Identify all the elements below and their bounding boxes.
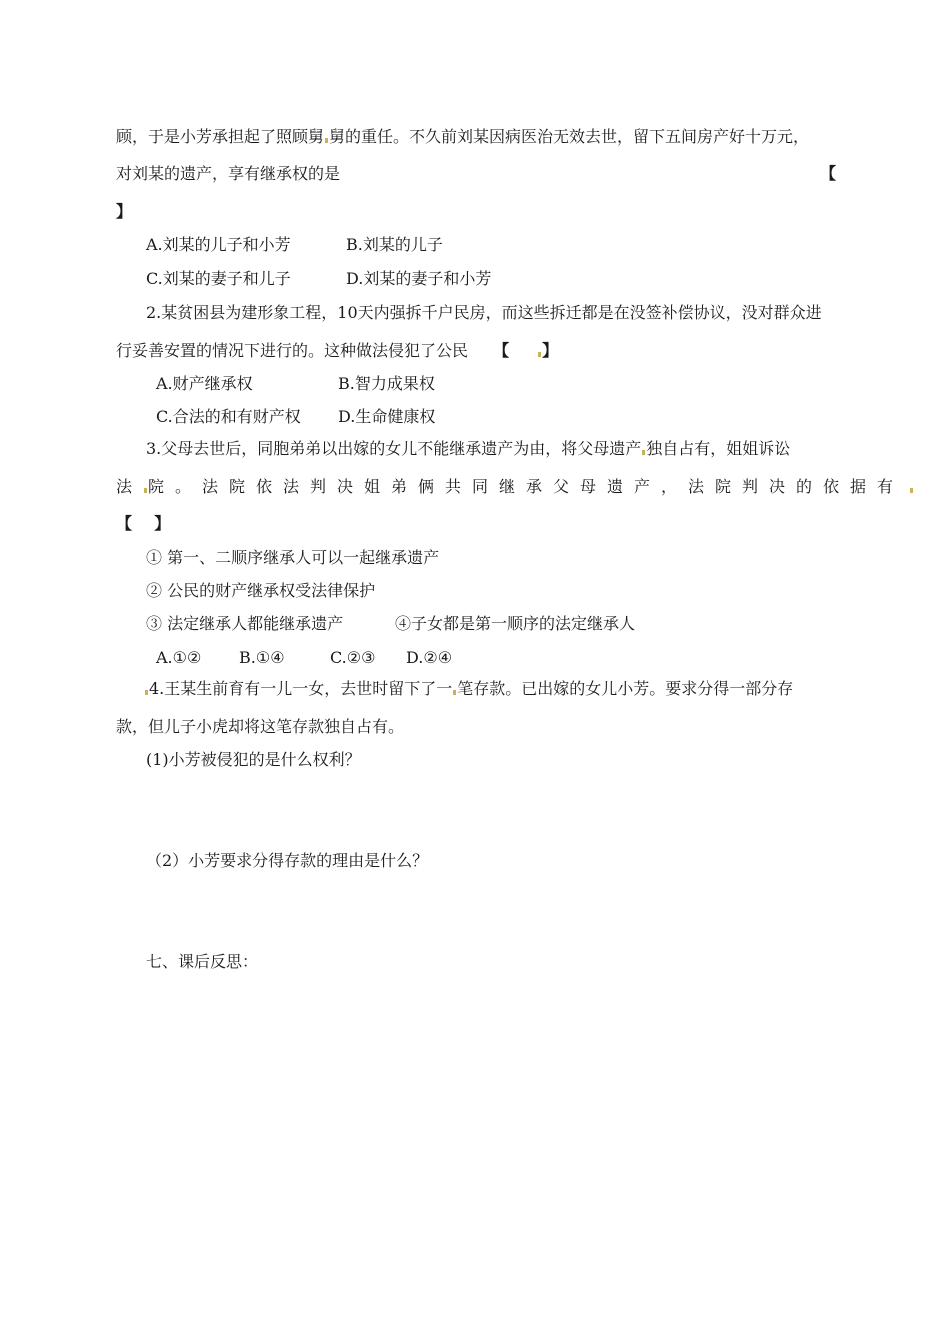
section-heading-reflection: 七、课后反思： (146, 952, 259, 971)
q1-line-1 (116, 126, 836, 148)
q4-line-1b: 笔存款。已出嫁的女儿小芳。要求分得一部分存 (457, 679, 794, 698)
q3-line-2a: 法 (116, 477, 144, 496)
q3-option-b: B.①④ (239, 648, 285, 667)
q1-option-d: D.刘某的妻子和小芳 (346, 269, 492, 288)
q1-option-a: A.刘某的儿子和小芳 (146, 235, 291, 254)
q2-option-a: A.财产继承权 (156, 374, 253, 393)
q3-line-2 (116, 476, 914, 498)
q2-stem: 行妥善安置的情况下进行的。这种做法侵犯了公民 (116, 341, 469, 360)
q4-line-1a: 4.王某生前育有一儿一女，去世时留下了一 (149, 679, 453, 698)
q1-option-c: C.刘某的妻子和儿子 (146, 269, 291, 288)
q1-line-1a: 顾，于是小芳承担起了照顾舅 (116, 127, 325, 146)
highlight-mark (453, 690, 456, 695)
highlight-mark (144, 488, 147, 493)
answer-bracket-close: 】 (116, 202, 133, 221)
q3-line-1a: 3.父母去世后，同胞弟弟以出嫁的女儿不能继承遗产为由，将父母遗产 (146, 439, 642, 458)
q2-option-b: B.智力成果权 (338, 374, 435, 393)
q3-statement-2: ② 公民的财产继承权受法律保护 (146, 581, 376, 600)
q3-statement-1: ① 第一、二顺序继承人可以一起继承遗产 (146, 548, 440, 567)
highlight-mark (642, 450, 645, 455)
answer-bracket-close: 】 (542, 341, 559, 360)
q4-subquestion-2: （2）小芳要求分得存款的理由是什么？ (146, 851, 429, 870)
q2-line-1: 2.某贫困县为建形象工程，10天内强拆千户民房，而这些拆迁都是在没签补偿协议，没对群众进 (146, 303, 822, 322)
answer-bracket: 【 】 (116, 514, 171, 533)
q2-option-c: C.合法的和有财产权 (156, 407, 301, 426)
q2-line-2 (116, 340, 558, 362)
q3-option-a: A.①② (156, 648, 202, 667)
highlight-mark (538, 352, 541, 357)
q2-option-d: D.生命健康权 (338, 407, 436, 426)
q4-subquestion-1: (1)小芳被侵犯的是什么权利？ (146, 750, 361, 769)
q3-option-d: D.②④ (406, 648, 453, 667)
q1-line-1b: 舅的重任。不久前刘某因病医治无效去世，留下五间房产好十万元， (329, 127, 810, 146)
highlight-mark (910, 488, 913, 493)
q3-option-c: C.②③ (330, 648, 376, 667)
q1-stem: 对刘某的遗产，享有继承权的是 (116, 164, 341, 183)
q3-line-2b: 院。法院依法判决姐弟俩共同继承父母遗产，法院判决的依据有 (148, 477, 905, 496)
q4-line-1 (144, 678, 793, 700)
highlight-mark (145, 690, 148, 695)
answer-bracket-open: 【 (493, 341, 510, 360)
highlight-mark (325, 138, 328, 143)
q3-line-1 (146, 438, 790, 460)
q1-option-b: B.刘某的儿子 (346, 235, 443, 254)
q3-statement-4: ④子女都是第一顺序的法定继承人 (395, 614, 636, 633)
answer-bracket-open: 【 (819, 164, 836, 183)
q4-line-2: 款，但儿子小虎却将这笔存款独自占有。 (116, 717, 405, 736)
q1-line-2 (116, 163, 836, 185)
q3-line-1b: 独自占有，姐姐诉讼 (646, 439, 791, 458)
q3-statement-3: ③ 法定继承人都能继承遗产 (146, 614, 344, 633)
